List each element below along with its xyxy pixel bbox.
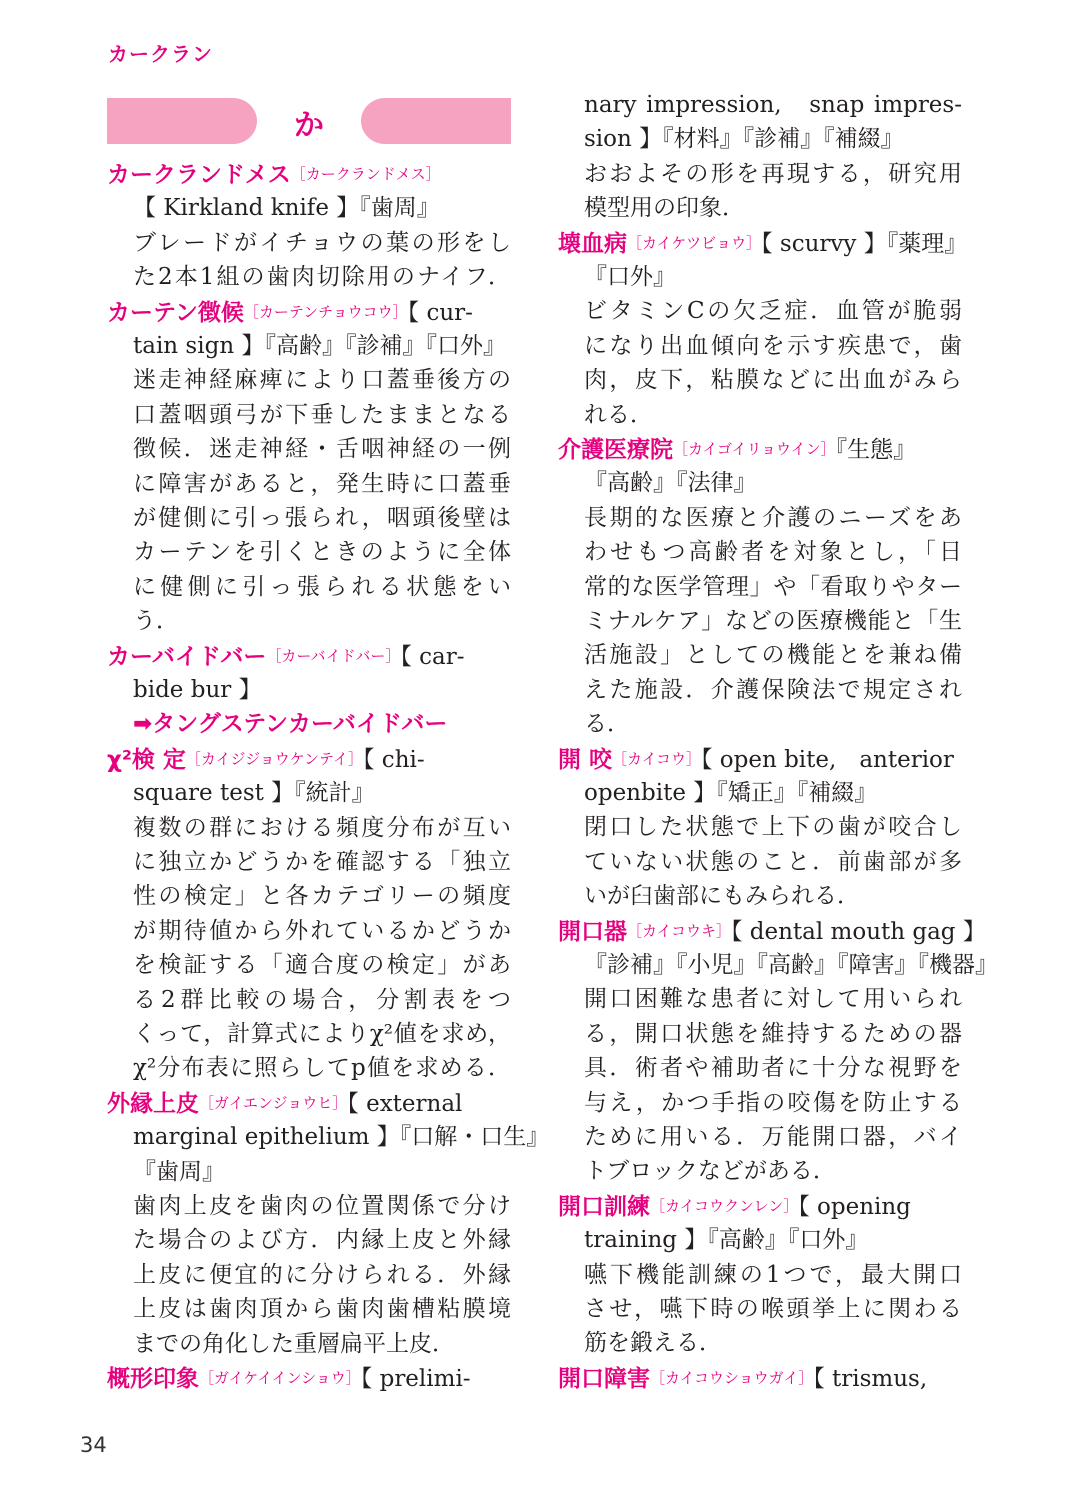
headword-reading: ［ガイケイインショウ］ xyxy=(199,1369,361,1387)
entry-body-line: 常的な医学管理」や「看取りやター xyxy=(584,573,962,600)
headword-reading: ［カイコウキ］ xyxy=(627,921,731,940)
entry-body-line: になり出血傾向を示す疾患で，歯 xyxy=(584,332,962,359)
entry-body-line: openbite 】『矯正』『補綴』 xyxy=(584,780,878,806)
headword-gloss: 【 car- xyxy=(400,643,465,670)
headword-gloss: 【 open bite, anterior xyxy=(700,746,954,773)
entry-body-line: 複数の群における頻度分布が互い xyxy=(133,814,511,841)
entry-body-line: た2本1組の歯肉切除用のナイフ． xyxy=(133,264,511,291)
entry-body-line: う． xyxy=(133,608,179,635)
entry-body-line: トブロックなどがある． xyxy=(584,1158,836,1185)
entry-body-line: 性の検定」と各カテゴリーの頻度 xyxy=(133,883,511,910)
headword-gloss: 【 prelimi- xyxy=(360,1366,471,1392)
entry-headword-line xyxy=(558,1361,927,1395)
entry-body-line: 迷走神経麻痺により口蓋垂後方の xyxy=(133,367,511,394)
headword-gloss: 【 trismus, xyxy=(813,1365,928,1392)
headword-gloss: 【 chi- xyxy=(363,746,425,773)
entry-body-line: させ，嚥下時の喉頭挙上に関わる xyxy=(584,1296,962,1322)
entry-body-line: わせもつ高齢者を対象とし，「日 xyxy=(584,539,962,566)
entry-headword-line xyxy=(107,1086,462,1120)
headword-reading: ［カイコウショウガイ］ xyxy=(650,1368,814,1387)
entry-body-line: marginal epithelium 】『口解・口生』 xyxy=(133,1124,550,1151)
entry-body-line: 活施設」としての機能とを兼ね備 xyxy=(584,642,962,669)
entry-body-line: ビタミンCの欠乏症．血管が脆弱 xyxy=(584,298,962,325)
page-number: 34 xyxy=(80,1433,107,1457)
entry-body-line: sion 】『材料』『診補』『補綴』 xyxy=(584,126,904,153)
entry-body-line: 『診補』『小児』『高齢』『障害』『機器』 xyxy=(584,952,998,978)
entry-body-line: る． xyxy=(584,711,630,738)
headword-reading: ［カークランドメス］ xyxy=(290,165,441,183)
entry-headword-line xyxy=(558,742,954,776)
headword-reading: ［カイコウクンレン］ xyxy=(650,1196,799,1215)
entry-body-line: 【 Kirkland knife 】『歯周』 xyxy=(133,195,440,222)
entry-body-line: 具．術者や補助者に十分な視野を xyxy=(584,1055,962,1082)
entry-body-line: が期待値から外れているかどうか xyxy=(133,917,511,944)
headword-gloss: 【 dental mouth gag 】 xyxy=(730,918,986,945)
entry-body-line: bide bur 】 xyxy=(133,677,262,703)
entry-headword-line xyxy=(107,742,425,776)
headword-reading: ［カイゴイリョウイン］ xyxy=(673,440,836,458)
headword-reading: ［カーバイドバー］ xyxy=(266,646,401,665)
headword-reading: ［カイケツビョウ］ xyxy=(627,233,762,252)
entry-body-line: ミナルケア」などの医療機能と「生 xyxy=(584,608,962,634)
headword: 外縁上皮 xyxy=(107,1090,199,1117)
entry-body-line: に健側に引っ張られる状態をい xyxy=(133,573,511,600)
headword: χ²検 定 xyxy=(107,746,186,773)
entry-headword-line xyxy=(107,639,465,673)
headword: カーバイドバー xyxy=(107,643,267,670)
entry-body-line: 閉口した状態で上下の歯が咬合し xyxy=(584,814,962,841)
entry-body-line: 開口困難な患者に対して用いられ xyxy=(584,986,962,1013)
section-kana: か xyxy=(294,108,324,143)
running-head: カークラン xyxy=(108,42,213,66)
cross-reference xyxy=(133,707,447,741)
entry-body-line: tain sign 】『高齢』『診補』『口外』 xyxy=(133,333,506,359)
cross-reference-text: ➡タングステンカーバイドバー xyxy=(133,711,448,738)
entry-body-line: までの角化した重層扁平上皮． xyxy=(133,1330,455,1357)
headword-gloss: 【 external xyxy=(347,1090,463,1117)
entry-body-line: る，開口状態を維持するための器 xyxy=(584,1020,962,1047)
entry-body-line: ブレードがイチョウの葉の形をし xyxy=(133,229,511,256)
headword-reading: ［カイコウ］ xyxy=(612,749,701,768)
headword-gloss: 【 cur- xyxy=(407,299,473,326)
entry-body-line: 嚥下機能訓練の1つで，最大開口 xyxy=(584,1261,962,1288)
entry-headword-line xyxy=(558,432,916,466)
headword: 開 咬 xyxy=(558,746,613,773)
entry-body-line: いが臼歯部にもみられる． xyxy=(584,883,860,910)
headword: 開口障害 xyxy=(558,1365,650,1392)
headword: 壊血病 xyxy=(558,230,627,257)
entry-body-line: れる． xyxy=(584,401,653,428)
entry-headword-line xyxy=(107,1361,471,1395)
headword: 開口訓練 xyxy=(558,1193,650,1220)
entry-body-line: 『歯周』 xyxy=(133,1158,225,1185)
entry-body-line: ていない状態のこと．前歯部が多 xyxy=(584,848,962,875)
entry-body-line: カーテンを引くときのように全体 xyxy=(133,539,511,566)
entry-body-line: training 】『高齢』『口外』 xyxy=(584,1227,869,1254)
entry-body-line: 歯肉上皮を歯肉の位置関係で分け xyxy=(133,1193,511,1219)
entry-headword-line xyxy=(558,226,967,260)
entry-body-line: えた施設．介護保険法で規定され xyxy=(584,676,962,703)
headword-gloss: 『生態』 xyxy=(835,437,917,463)
entry-body-line: くって，計算式によりχ²値を求め， xyxy=(133,1021,511,1047)
entry-body-line: χ²分布表に照らしてp値を求める． xyxy=(133,1055,511,1082)
entry-body-line: 筋を鍛える． xyxy=(584,1330,722,1357)
headword: 概形印象 xyxy=(107,1366,199,1392)
entry-body-line: に独立かどうかを確認する「独立 xyxy=(133,849,511,875)
headword: カーテン徴候 xyxy=(107,299,244,326)
headword-reading: ［カイジジョウケンテイ］ xyxy=(185,749,363,768)
entry-body-line: 上皮に便宜的に分けられる．外縁 xyxy=(133,1261,511,1288)
section-banner xyxy=(107,98,511,144)
entry-body-line: 『高齢』『法律』 xyxy=(584,470,757,497)
entry-body-line: 『口外』 xyxy=(584,264,676,290)
entry-body-line: 与え，かつ手指の咬傷を防止する xyxy=(584,1089,962,1116)
entry-body-line: 模型用の印象． xyxy=(584,195,745,222)
entry-body-line: 口蓋咽頭弓が下垂したままとなる xyxy=(133,401,511,428)
headword-gloss: 【 opening xyxy=(798,1193,911,1220)
entry-body-line: 肉，皮下，粘膜などに出血がみら xyxy=(584,367,962,394)
entry-body-line: 徴候．迷走神経・舌咽神経の一例 xyxy=(133,436,511,463)
entry-headword-line xyxy=(107,295,473,329)
headword: 介護医療院 xyxy=(558,437,673,463)
entry-body-line: に障害があると，発生時に口蓋垂 xyxy=(133,470,511,497)
entry-body-line: 長期的な医療と介護のニーズをあ xyxy=(584,504,962,531)
headword: カークランドメス xyxy=(107,162,291,188)
entry-body-line: た場合のよび方．内縁上皮と外縁 xyxy=(133,1227,511,1254)
entry-body-line: square test 】『統計』 xyxy=(133,780,375,807)
headword: 開口器 xyxy=(558,918,627,945)
entry-body-line: おおよその形を再現する，研究用 xyxy=(584,160,962,187)
entry-body-line: ために用いる．万能開口器，バイ xyxy=(584,1124,962,1150)
entry-body-line: 上皮は歯肉頂から歯肉歯槽粘膜境 xyxy=(133,1296,511,1323)
entry-body-line: nary impression, snap impres- xyxy=(584,92,962,118)
entry-headword-line xyxy=(558,914,986,948)
entry-headword-line xyxy=(107,157,441,191)
entry-headword-line xyxy=(558,1189,911,1223)
entry-body-line: る2群比較の場合，分割表をつ xyxy=(133,986,511,1013)
headword-reading: ［カーテンチョウコウ］ xyxy=(243,302,408,321)
entry-body-line: が健側に引っ張られ，咽頭後壁は xyxy=(133,505,511,531)
headword-gloss: 【 scurvy 】『薬理』 xyxy=(761,230,968,257)
headword-reading: ［ガイエンジョウヒ］ xyxy=(199,1093,348,1112)
entry-body-line: を検証する「適合度の検定」があ xyxy=(133,952,511,979)
